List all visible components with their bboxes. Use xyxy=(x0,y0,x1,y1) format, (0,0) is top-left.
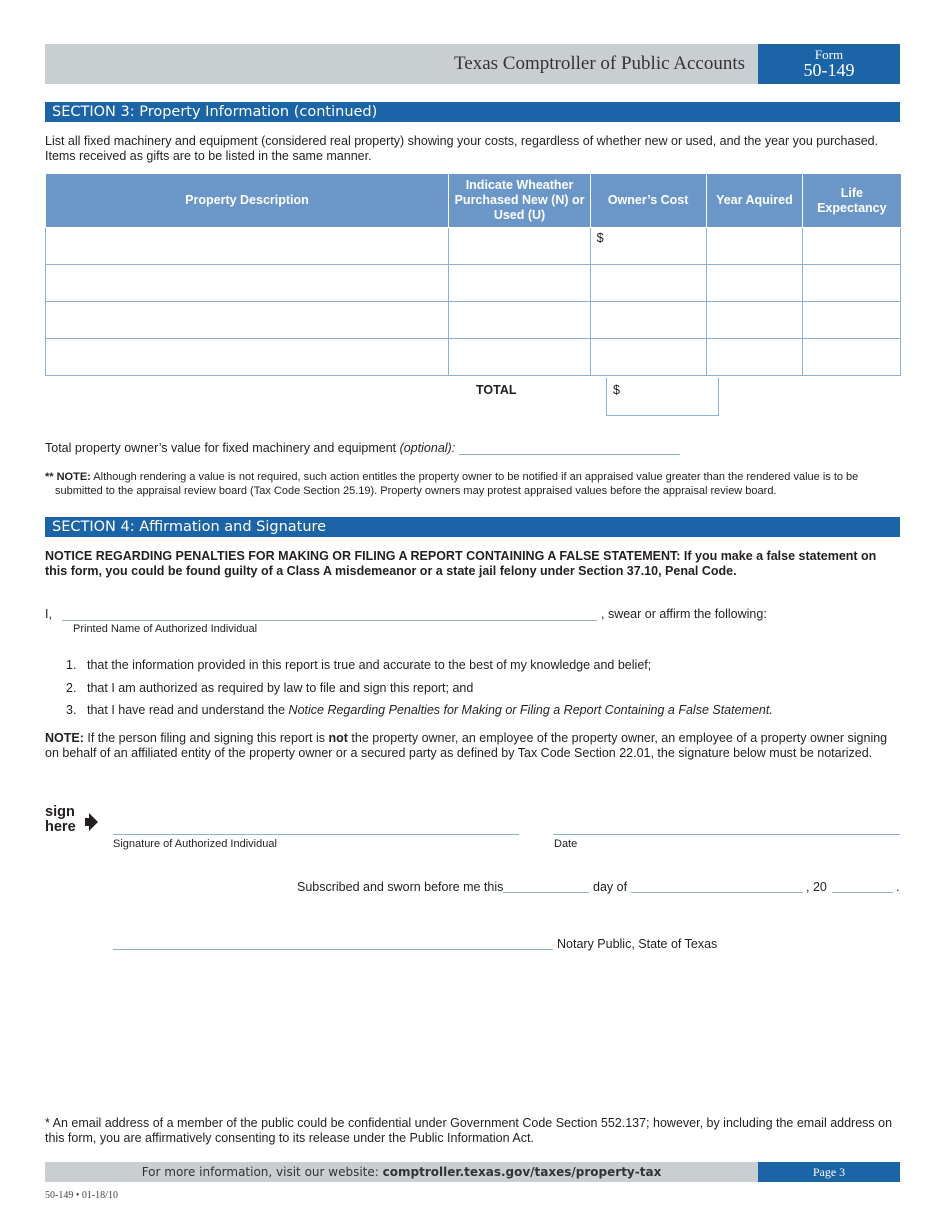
printed-name-input[interactable] xyxy=(62,620,597,621)
total-value-field[interactable]: $ xyxy=(606,378,719,416)
cell-life[interactable] xyxy=(803,228,901,265)
property-table xyxy=(45,174,901,376)
date-label: Date xyxy=(554,838,578,850)
sworn-month-input[interactable] xyxy=(631,892,803,893)
cell-year[interactable] xyxy=(706,302,803,339)
col-life-expectancy: Life Expectancy xyxy=(803,174,901,228)
cell-year[interactable] xyxy=(706,228,803,265)
cell-year[interactable] xyxy=(706,265,803,302)
total-owner-value-label: Total property owner’s value for fixed machinery and equipment xyxy=(45,441,397,455)
list-item xyxy=(66,681,473,695)
table-row xyxy=(46,302,901,339)
table-row xyxy=(46,228,901,265)
signature-input[interactable] xyxy=(113,834,519,835)
footer-website-link[interactable]: comptroller.texas.gov/taxes/property-tax xyxy=(382,1165,662,1179)
list-number: 3. xyxy=(66,703,77,717)
rendering-note xyxy=(45,470,907,498)
printed-name-label: Printed Name of Authorized Individual xyxy=(73,623,258,635)
list-number: 1. xyxy=(66,658,77,672)
cell-description[interactable] xyxy=(46,265,449,302)
note-part1: If the person filing and signing this report is xyxy=(83,731,329,745)
form-label: Form xyxy=(814,47,844,62)
cell-year[interactable] xyxy=(706,339,803,376)
col-year-acquired: Year Aquired xyxy=(706,174,803,228)
list-text: that the information provided in this report is true and accurate to the best of my knowledge and belief; xyxy=(87,658,652,672)
here-word: here xyxy=(45,819,76,835)
note-prefix: ** NOTE: xyxy=(45,471,91,483)
sworn-day-input[interactable] xyxy=(503,892,589,893)
cell-new-used[interactable] xyxy=(449,265,590,302)
cell-description[interactable] xyxy=(46,302,449,339)
table-row xyxy=(46,265,901,302)
cell-description[interactable] xyxy=(46,228,449,265)
cell-new-used[interactable] xyxy=(449,339,590,376)
cell-life[interactable] xyxy=(803,339,901,376)
list-text: that I have read and understand the xyxy=(87,703,289,717)
section4-title: SECTION 4: Affirmation and Signature xyxy=(45,517,900,537)
list-item xyxy=(66,658,651,672)
note-part2: the property owner, an employee of the property owner, an employee of a property owner signing on behalf of an affiliated entity of the property owner or a secured party as defined by Tax Code Section 22.01, the signature below must be notarized. xyxy=(45,731,888,760)
i-label: I, xyxy=(45,607,52,621)
cell-description[interactable] xyxy=(46,339,449,376)
sign-word: sign xyxy=(45,804,75,820)
sworn-text: Subscribed and sworn before me this xyxy=(297,880,504,894)
col-new-or-used: Indicate Wheather Purchased New (N) or Used (U) xyxy=(449,174,590,228)
penalty-notice: NOTICE REGARDING PENALTIES FOR MAKING OR FILING A REPORT CONTAINING A FALSE STATEMENT: If you make a false statement on this form, you could be found guilty of a Class A misdemeanor or a state jail felony under Section 37.10, Penal Code. xyxy=(45,549,877,578)
list-text: that I am authorized as required by law to file and sign this report; and xyxy=(87,681,474,695)
notary-signature-input[interactable] xyxy=(113,949,553,950)
total-owner-value-row xyxy=(45,441,455,455)
period: . xyxy=(896,880,900,894)
cell-cost[interactable] xyxy=(590,339,706,376)
note-bold: not xyxy=(328,731,348,745)
footer-info-bar xyxy=(45,1162,758,1182)
section3-title: SECTION 3: Property Information (continued) xyxy=(45,102,900,122)
sign-here-marker xyxy=(45,805,76,835)
cell-new-used[interactable] xyxy=(449,302,590,339)
table-row xyxy=(46,339,901,376)
cell-life[interactable] xyxy=(803,265,901,302)
list-number: 2. xyxy=(66,681,77,695)
year-prefix: , 20 xyxy=(806,880,827,894)
total-owner-value-input[interactable] xyxy=(459,454,680,455)
cell-life[interactable] xyxy=(803,302,901,339)
list-italic-text: Notice Regarding Penalties for Making or Filing a Report Containing a False Statement. xyxy=(288,703,773,717)
cell-cost[interactable] xyxy=(590,302,706,339)
form-number-box xyxy=(758,44,900,84)
notarize-note xyxy=(45,731,900,761)
col-owners-cost: Owner’s Cost xyxy=(590,174,706,228)
col-property-description: Property Description xyxy=(46,174,449,228)
optional-label: (optional): xyxy=(399,441,456,455)
signature-label: Signature of Authorized Individual xyxy=(113,838,277,850)
form-code: 50-149 • 01-18/10 xyxy=(45,1190,118,1201)
note-label: NOTE: xyxy=(45,731,84,745)
day-of-label: day of xyxy=(593,880,628,894)
swear-text: , swear or affirm the following: xyxy=(601,607,767,621)
footer-info-text: For more information, visit our website: xyxy=(141,1165,383,1179)
cell-new-used[interactable] xyxy=(449,228,590,265)
total-label: TOTAL xyxy=(476,383,517,397)
agency-title: Texas Comptroller of Public Accounts xyxy=(453,53,745,74)
page-number: Page 3 xyxy=(758,1162,900,1182)
arrow-right-icon xyxy=(85,813,98,831)
form-number: 50-149 xyxy=(803,60,855,80)
list-item xyxy=(66,703,773,717)
email-footnote: * An email address of a member of the public could be confidential under Government Code Section 552.137; however, by including the email address on this form, you are affirmatively consenting to its release under the Public Information Act. xyxy=(45,1116,893,1145)
notary-label: Notary Public, State of Texas xyxy=(557,937,718,951)
sworn-year-input[interactable] xyxy=(832,892,893,893)
date-input[interactable] xyxy=(553,834,900,835)
cell-cost[interactable]: $ xyxy=(590,228,706,265)
note-text: Although rendering a value is not required, such action entitles the property owner to be notified if an appraised value greater than the rendered value is to be submitted to the appraisal review board (Tax Code Section 25.19). Property owners may protest appraised values before the appraisal review board. xyxy=(55,471,859,497)
cell-cost[interactable] xyxy=(590,265,706,302)
section3-intro: List all fixed machinery and equipment (considered real property) showing your costs, regardless of whether new or used, and the year you purchased. Items received as gifts are to be listed in the same manner. xyxy=(45,134,879,163)
